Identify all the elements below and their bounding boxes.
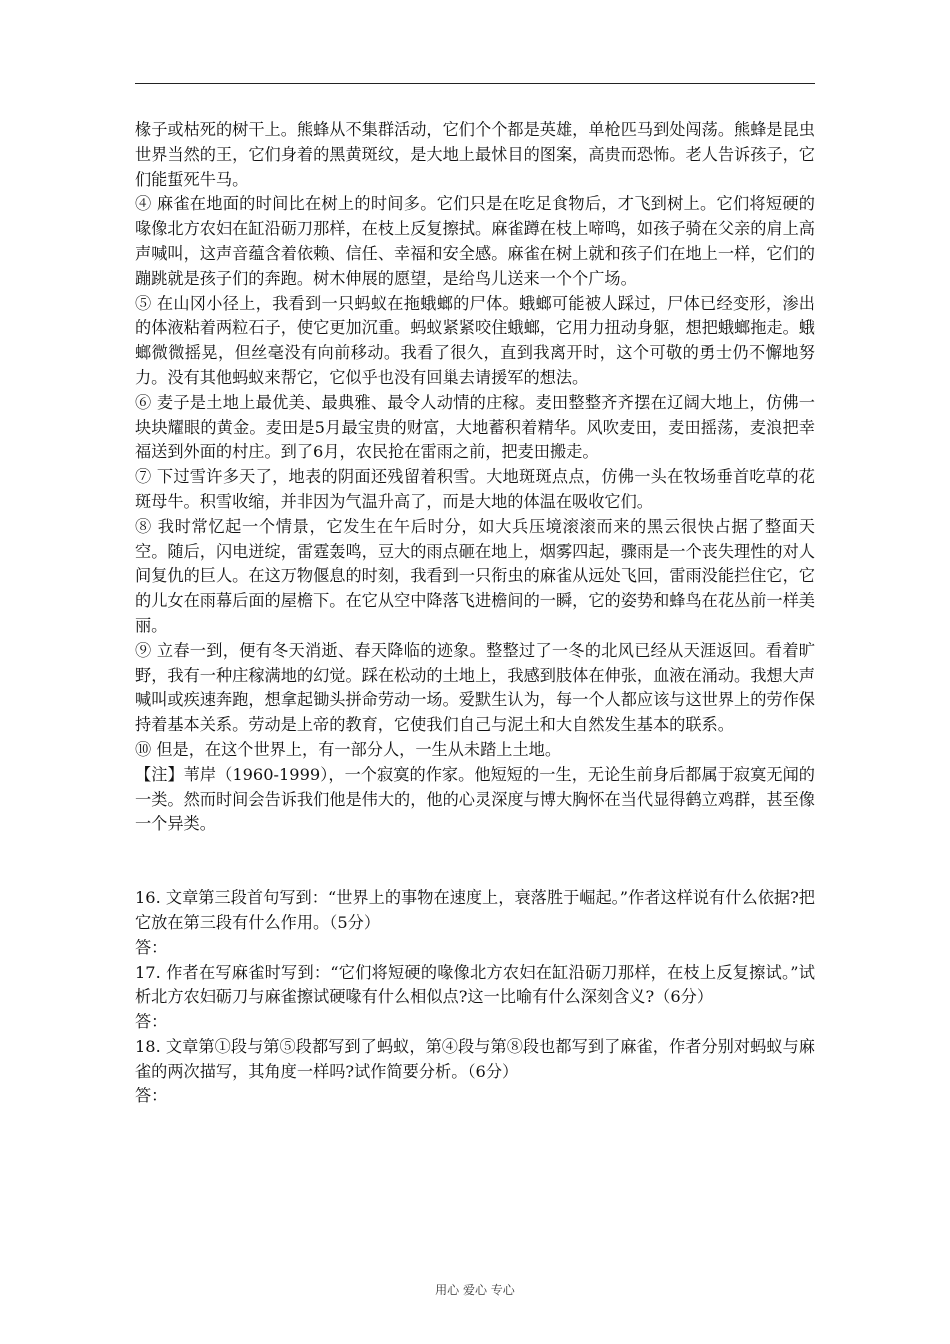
answer-18-label: 答：	[135, 1086, 168, 1106]
passage-paragraph-6: ⑥ 麦子是土地上最优美、最典雅、最令人动情的庄稼。麦田整整齐齐摆在辽阔大地上，仿佛一块块耀眼的黄金。麦田是5月最宝贵的财富，大地蓄积着精华。风吹麦田，麦田摇荡，麦浪把幸福送到外面的村庄。到了6月，农民抢在雷雨之前，把麦田搬走。	[135, 392, 815, 462]
document-body	[135, 118, 815, 1109]
page-footer: 用心 爱心 专心	[435, 1283, 515, 1297]
answer-17-label: 答：	[135, 1012, 168, 1032]
author-note: 【注】苇岸（1960-1999），一个寂寞的作家。他短短的一生，无论生前身后都属于寂寞无闻的一类。然而时间会告诉我们他是伟大的，他的心灵深度与博大胸怀在当代显得鹤立鸡群，甚至像一个异类。	[135, 764, 815, 834]
passage-paragraph-5: ⑤ 在山冈小径上，我看到一只蚂蚁在拖蛾螂的尸体。蛾螂可能被人踩过，尸体已经变形，渗出的体液粘着两粒石子，使它更加沉重。蚂蚁紧紧咬住蛾螂，它用力扭动身躯，想把蛾螂拖走。蛾螂微微摇晃，但丝毫没有向前移动。我看了很久，直到我离开时，这个可敬的勇士仍不懈地努力。没有其他蚂蚁来帮它，它似乎也没有回巢去请援军的想法。	[135, 293, 815, 387]
question-16: 16. 文章第三段首句写到：“世界上的事物在速度上，衰落胜于崛起。”作者这样说有什么依据?把它放在第三段有什么作用。（5分）	[135, 888, 815, 932]
passage-paragraph-4: ④ 麻雀在地面的时间比在树上的时间多。它们只是在吃足食物后，才飞到树上。它们将短硬的喙像北方农妇在缸沿砺刀那样，在枝上反复擦拭。麻雀蹲在枝上啼鸣，如孩子骑在父亲的肩上高声喊叫，这声音蕴含着依赖、信任、幸福和安全感。麻雀在树上就和孩子们在地上一样，它们的蹦跳就是孩子们的奔跑。树木伸展的愿望，是给鸟儿送来一个个广场。	[135, 194, 815, 288]
question-18: 18. 文章第①段与第⑤段都写到了蚂蚁，第④段与第⑧段也都写到了麻雀，作者分别对蚂蚁与麻雀的两次描写，其角度一样吗?试作简要分析。（6分）	[135, 1036, 815, 1081]
passage-paragraph-9: ⑨ 立春一到，便有冬天消逝、春天降临的迹象。整整过了一冬的北风已经从天涯返回。看着旷野，我有一种庄稼满地的幻觉。踩在松动的土地上，我感到肢体在伸张，血液在涌动。我想大声喊叫或疾速奔跑，想拿起锄头拼命劳动一场。爱默生认为，每一个人都应该与这世界上的劳作保持着基本关系。劳动是上帝的教育，它使我们自己与泥土和大自然发生基本的联系。	[135, 640, 815, 735]
answer-16-label: 答：	[135, 937, 168, 957]
passage-paragraph-8: ⑧ 我时常忆起一个情景，它发生在午后时分，如大兵压境滚滚而来的黑云很快占据了整面天空。随后，闪电迸绽，雷霆轰鸣，豆大的雨点砸在地上，烟雾四起，骤雨是一个丧失理性的对人间复仇的巨人。在这万物偃息的时刻，我看到一只衔虫的麻雀从远处飞回，雷雨没能拦住它，它的儿女在雨幕后面的屋檐下。在它从空中降落飞进檐间的一瞬，它的姿势和蜂鸟在花丛前一样美丽。	[135, 516, 815, 635]
question-17: 17. 作者在写麻雀时写到：“它们将短硬的喙像北方农妇在缸沿砺刀那样，在枝上反复擦试。”试析北方农妇砺刀与麻雀擦试硬喙有什么相似点?这一比喻有什么深刻含义?（6分）	[135, 962, 815, 1007]
passage-paragraph-10: ⑩ 但是，在这个世界上，有一部分人，一生从未踏上土地。	[135, 739, 562, 759]
passage-paragraph-7: ⑦ 下过雪许多天了，地表的阴面还残留着积雪。大地斑斑点点，仿佛一头在牧场垂首吃草的花斑母牛。积雪收缩，并非因为气温升高了，而是大地的体温在吸收它们。	[135, 467, 815, 511]
header-rule	[135, 83, 815, 84]
spacer	[135, 837, 815, 886]
passage-paragraph-continued: 椽子或枯死的树干上。熊蜂从不集群活动，它们个个都是英雄，单枪匹马到处闯荡。熊蜂是昆虫世界当然的王，它们身着的黑黄斑纹，是大地上最怵目的图案，高贵而恐怖。老人告诉孩子，它们能蜇死牛马。	[135, 120, 815, 189]
